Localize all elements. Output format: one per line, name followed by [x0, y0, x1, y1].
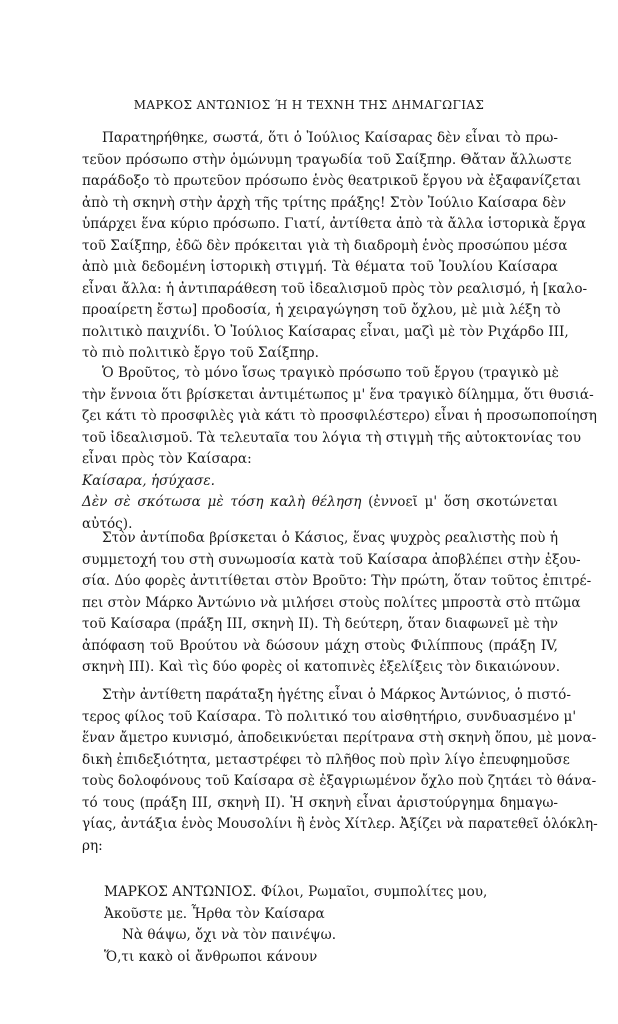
text-line: Παρατηρήθηκε, σωστά, ὅτι ὁ Ἰούλιος Καίσαρας δὲν εἶναι τὸ πρω-	[102, 130, 558, 146]
text-line: τὸ πιὸ πολιτικὸ ἔργο τοῦ Σαίξπηρ.	[82, 345, 319, 361]
verse-line: Νὰ θάψω, ὄχι νὰ τὸν παινέψω.	[122, 927, 337, 943]
text-line: ἀπὸ μιὰ δεδομένη ἱστορικὴ στιγμή. Τὰ θέματα τοῦ Ἰουλίου Καίσαρα	[82, 259, 558, 275]
text-line: προαίρετη ἔστω] προδοσία, ἡ χειραγώγηση τοῦ ὄχλου, μὲ μιὰ λέξη τὸ	[82, 302, 561, 318]
verse-line: Ὅ,τι κακὸ οἱ ἄνθρωποι κάνουν	[104, 948, 318, 965]
text-line: ὑπάρχει ἕνα κύριο πρόσωπο. Γιατί, ἀντίθετα ἀπὸ τὰ ἄλλα ἱστορικὰ ἔργα	[82, 216, 586, 232]
text-line: συμμετοχή του στὴ συνωμοσία κατὰ τοῦ Καίσαρα ἀποβλέπει στὴν ἐξου-	[82, 551, 581, 568]
paragraph-2	[82, 363, 597, 535]
text-line: τεῦον πρόσωπο στὴν ὁμώνυμη τραγωδία τοῦ Σαίξπηρ. Θἄταν ἄλλωστε	[82, 151, 572, 168]
text-line: δικὴ ἐπιδεξιότητα, μεταστρέφει τὸ πλῆθος ποὺ πρὶν λίγο ἐπευφημοῦσε	[82, 751, 570, 768]
verse-excerpt	[104, 882, 564, 968]
text-line: παράδοξο τὸ πρωτεῦον πρόσωπο ἑνὸς θεατρικοῦ ἔργου νὰ ἐξαφανίζεται	[82, 173, 582, 189]
text-line: σκηνὴ III). Καὶ τὶς δύο φορὲς οἱ κατοπινὲς ἐξελίξεις τὸν δικαιώνουν.	[82, 659, 561, 675]
text-line: Ὁ Βροῦτος, τὸ μόνο ἴσως τραγικὸ πρόσωπο τοῦ ἔργου (τραγικὸ μὲ	[102, 365, 559, 381]
running-header: ΜΑΡΚΟΣ ΑΝΤΩΝΙΟΣ Ή Η ΤΕΧΝΗ ΤΗΣ ΔΗΜΑΓΩΓΙΑΣ	[133, 98, 485, 112]
paragraph-3	[82, 528, 592, 679]
text-line: ἕναν ἄμετρο κυνισμό, ἀποδεικνύεται περίτρανα στὴ σκηνὴ ὅπου, μὲ μονα-	[82, 730, 597, 746]
text-line: ρη:	[82, 837, 103, 854]
quote-italic: Δὲν σὲ σκότωσα μὲ τόση καλὴ θέληση	[82, 494, 362, 510]
text-line: εἶναι ἄλλα: ἡ ἀντιπαράθεση τοῦ ἰδεαλισμοῦ πρὸς τὸν ρεαλισμό, ἡ [καλο-	[82, 280, 588, 297]
quote-remark: (ἐννοεῖ μ' ὅση σκοτώνεται	[361, 494, 559, 510]
text-line: Στὸν ἀντίποδα βρίσκεται ὁ Κάσιος, ἕνας ψυχρὸς ρεαλιστὴς ποὺ ἡ	[102, 530, 558, 546]
paragraph-1	[82, 128, 588, 365]
text-line: τερος φίλος τοῦ Καίσαρα. Τὸ πολιτικό του αἰσθητήριο, συνδυασμένο μ'	[82, 708, 577, 725]
text-line: εἶναι πρὸς τὸν Καίσαρα:	[82, 451, 252, 467]
text-line: τὴν ἔννοια ὅτι βρίσκεται ἀντιμέτωπος μ' ἕνα τραγικὸ δίλημμα, ὅτι θυσιά-	[82, 386, 594, 403]
speaker-name: ΜΑΡΚΟΣ ΑΝΤΩΝΙΟΣ.	[104, 884, 257, 900]
text-line: πει στὸν Μάρκο Ἀντώνιο νὰ μιλήσει στοὺς πολίτες μπροστὰ στὸ πτῶμα	[82, 594, 581, 611]
quote-line: Καίσαρα, ἡσύχασε.	[82, 472, 215, 489]
text-line: Στὴν ἀντίθετη παράταξη ἡγέτης εἶναι ὁ Μάρκος Ἀντώνιος, ὁ πιστό-	[102, 687, 571, 703]
verse-line: Ἀκοῦστε με. Ἦρθα τὸν Καίσαρα	[104, 905, 325, 922]
text-line: τοῦ Σαίξπηρ, ἐδῶ δὲν πρόκειται γιὰ τὴ διαδρομὴ ἑνὸς προσώπου μέσα	[82, 237, 568, 254]
verse-text: Φίλοι, Ρωμαῖοι, συμπολίτες μου,	[256, 884, 488, 900]
text-line: σία. Δύο φορὲς ἀντιτίθεται στὸν Βροῦτο: Τὴν πρώτη, ὅταν τοῦτος ἐπιτρέ-	[82, 573, 592, 589]
text-line: ἀπὸ τὴ σκηνὴ στὴν ἀρχὴ τῆς τρίτης πράξης! Στὸν Ἰούλιο Καίσαρα δὲν	[82, 194, 567, 211]
quote-line: αὐτός).	[82, 515, 133, 532]
text-line: πολιτικὸ παιχνίδι. Ὁ Ἰούλιος Καίσαρας εἶναι, μαζὶ μὲ τὸν Ριχάρδο ΙΙΙ,	[82, 323, 569, 340]
verse-line	[104, 882, 564, 904]
text-line: τοῦ ἰδεαλισμοῦ. Τὰ τελευταῖα του λόγια τὴ στιγμὴ τῆς αὐτοκτονίας του	[82, 429, 581, 446]
text-line: ζει κάτι τὸ προσφιλὲς γιὰ κάτι τὸ προσφιλέστερο) εἶναι ἡ προσωποποίηση	[82, 408, 597, 424]
text-line: γίας, ἀντάξια ἑνὸς Μουσολίνι ἢ ἑνὸς Χίτλερ. Ἀξίζει νὰ παρατεθεῖ ὁλόκλη-	[82, 816, 598, 832]
quote-line	[82, 492, 558, 514]
text-line: ἀπόφαση τοῦ Βρούτου νὰ δώσουν μάχη στοὺς Φιλίππους (πράξη IV,	[82, 637, 558, 654]
paragraph-4	[82, 685, 598, 857]
text-line: τό τους (πράξη ΙΙΙ, σκηνὴ ΙΙ). Ἡ σκηνὴ εἶναι ἀριστούργημα δημαγω-	[82, 794, 558, 811]
text-line: τοὺς δολοφόνους τοῦ Καίσαρα σὲ ἐξαγριωμένον ὄχλο ποὺ ζητάει τὸ θάνα-	[82, 773, 597, 789]
text-line: τοῦ Καίσαρα (πράξη ΙΙΙ, σκηνὴ ΙΙ). Τὴ δεύτερη, ὅταν διαφωνεῖ μὲ τὴν	[82, 616, 558, 632]
